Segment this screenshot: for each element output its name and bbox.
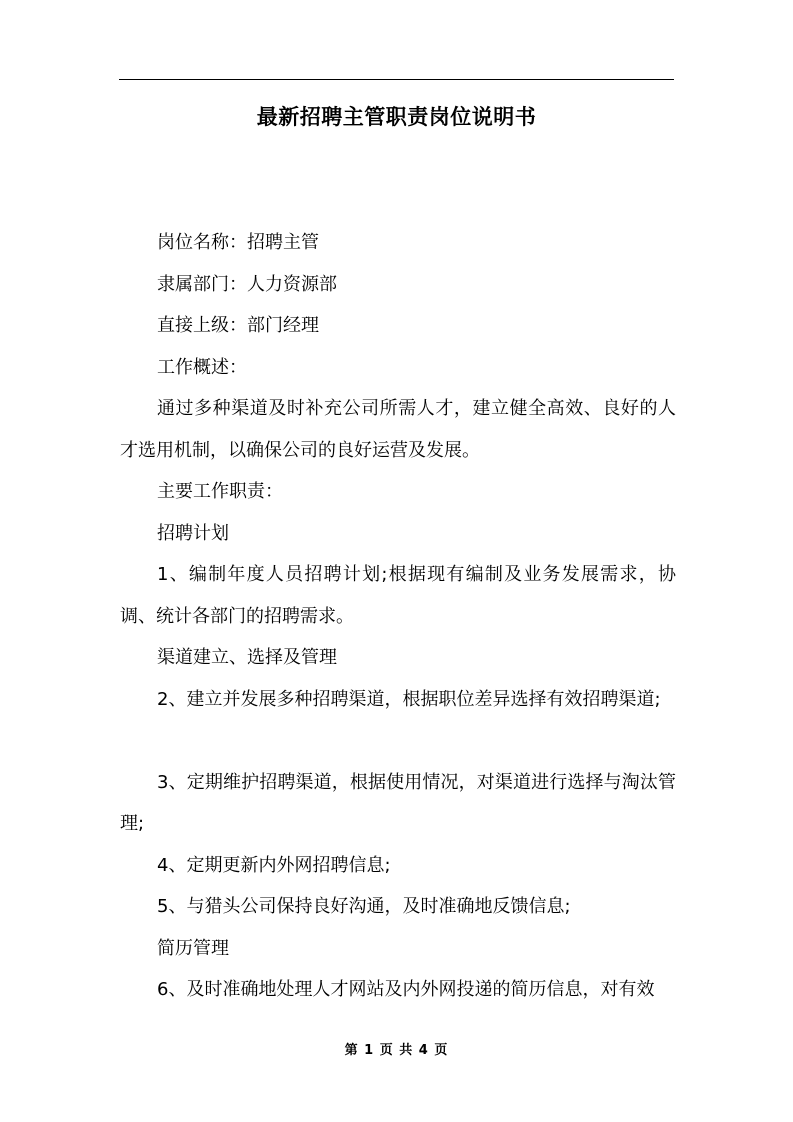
paragraph-position-name: 岗位名称：招聘主管 — [157, 232, 319, 253]
document-body — [120, 222, 676, 1011]
section-heading-channels: 渠道建立、选择及管理 — [157, 647, 337, 668]
section-heading-resume-management: 简历管理 — [157, 937, 229, 959]
duty-item-1: 1、编制年度人员招聘计划;根据现有编制及业务发展需求，协调、统计各部门的招聘需求。 — [120, 564, 676, 627]
duty-item-6: 6、及时准确地处理人才网站及内外网投递的简历信息，对有效 — [157, 979, 655, 1000]
duty-item-5: 5、与猎头公司保持良好沟通，及时准确地反馈信息; — [157, 896, 571, 917]
document-title: 最新招聘主管职责岗位说明书 — [256, 105, 537, 129]
section-heading-recruitment-plan: 招聘计划 — [157, 522, 229, 544]
duty-item-3: 3、定期维护招聘渠道，根据使用情况，对渠道进行选择与淘汰管理; — [120, 771, 676, 834]
paragraph-overview-heading: 工作概述： — [157, 356, 247, 378]
paragraph-department: 隶属部门：人力资源部 — [157, 273, 337, 295]
page-footer: 第 1 页 共 4 页 — [344, 1043, 449, 1058]
header-rule — [119, 79, 674, 80]
duty-item-4: 4、定期更新内外网招聘信息; — [157, 854, 391, 876]
duty-item-2: 2、建立并发展多种招聘渠道，根据职位差异选择有效招聘渠道; — [157, 688, 661, 710]
paragraph-duties-heading: 主要工作职责： — [157, 481, 283, 502]
paragraph-supervisor: 直接上级：部门经理 — [157, 315, 319, 336]
paragraph-overview: 通过多种渠道及时补充公司所需人才，建立健全高效、良好的人才选用机制，以确保公司的良好运营及发展。 — [120, 398, 676, 461]
